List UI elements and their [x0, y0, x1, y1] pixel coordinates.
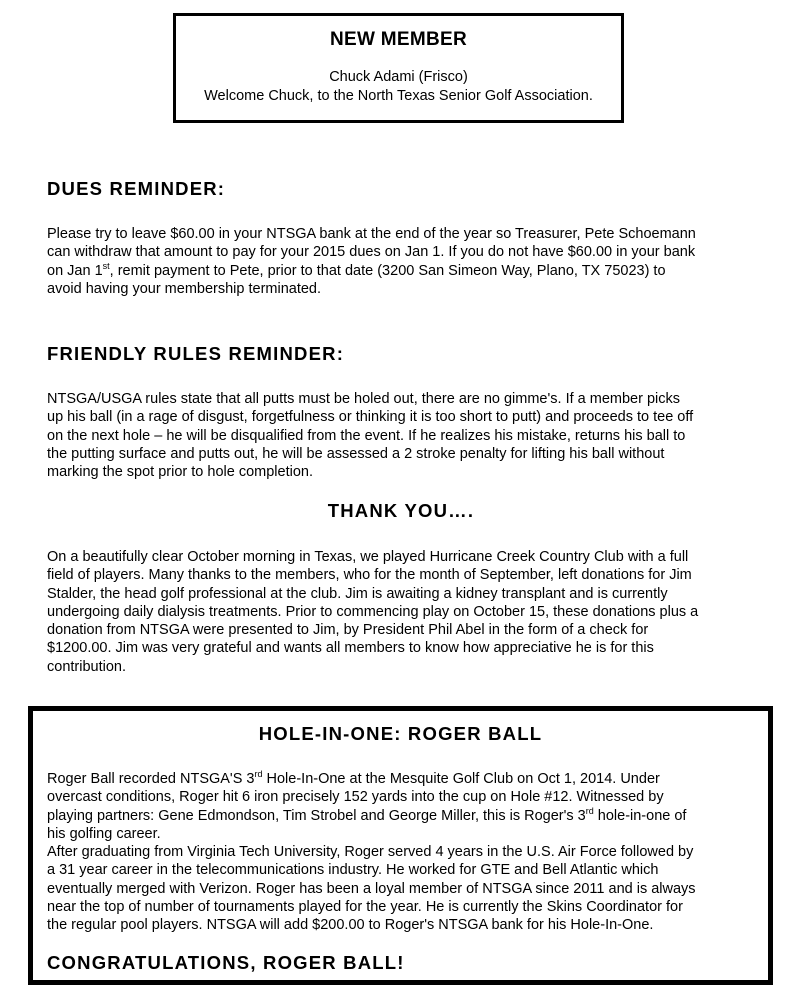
thank-you-paragraph — [47, 548, 777, 676]
thank-you-line: $1200.00. Jim was very grateful and wants all members to know how appreciative he is for this — [47, 640, 654, 657]
hole-in-one-paragraph — [47, 770, 769, 935]
hole-in-one-line-5: After graduating from Virginia Tech University, Roger served 4 years in the U.S. Air Force followed by — [47, 844, 694, 861]
rules-heading: FRIENDLY RULES REMINDER: — [47, 343, 345, 364]
rules-line: up his ball (in a rage of disgust, forgetfulness or thinking it is too short to putt) and proceeds to tee off — [47, 409, 694, 426]
hole-in-one-line-6: a 31 year career in the telecommunications industry. He worked for GTE and Bell Atlantic which — [47, 862, 659, 879]
hole-in-one-line-1: Roger Ball recorded NTSGA'S 3rd Hole-In-One at the Mesquite Golf Club on Oct 1, 2014. Under — [47, 769, 660, 787]
dues-line-4: avoid having your membership terminated. — [47, 280, 322, 297]
thank-you-line: Stalder, the head golf professional at the club. Jim is awaiting a kidney transplant and is currently — [47, 585, 668, 602]
dues-line-3: on Jan 1st, remit payment to Pete, prior to that date (3200 San Simeon Way, Plano, TX 75023) to — [47, 260, 666, 279]
hole-in-one-line-2: overcast conditions, Roger hit 6 iron precisely 152 yards into the cup on Hole #12. Witnessed by — [47, 789, 664, 806]
thank-you-line: On a beautifully clear October morning in Texas, we played Hurricane Creek Country Club with a full — [47, 549, 689, 565]
rules-line: marking the spot prior to hole completion. — [47, 464, 313, 481]
dues-paragraph — [47, 225, 777, 298]
hole-in-one-line-9: the regular pool players. NTSGA will add $200.00 to Roger's NTSGA bank for his Hole-In-One. — [47, 917, 654, 934]
hole-in-one-box — [28, 706, 773, 985]
new-member-box — [173, 13, 624, 123]
hole-in-one-line-8: near the top of number of tournaments played for the year. He is currently the Skins Coordinator for — [47, 899, 683, 916]
new-member-welcome: Welcome Chuck, to the North Texas Senior Golf Association. — [204, 88, 593, 104]
thank-you-line: donation from NTSGA were presented to Jim, by President Phil Abel in the form of a check for — [47, 622, 649, 639]
dues-line-2: can withdraw that amount to pay for your 2015 dues on Jan 1. If you do not have $60.00 in your bank — [47, 244, 696, 261]
new-member-heading: NEW MEMBER — [329, 29, 468, 50]
dues-heading: DUES REMINDER: — [47, 178, 226, 199]
thank-you-line: undergoing daily dialysis treatments. Prior to commencing play on October 15, these donations plus a — [47, 603, 699, 620]
hole-in-one-line-3: playing partners: Gene Edmondson, Tim Strobel and George Miller, this is Roger's 3rd hole-in-one of — [47, 805, 687, 824]
new-member-name: Chuck Adami (Frisco) — [329, 69, 468, 85]
hole-in-one-line-4: his golfing career. — [47, 825, 161, 842]
hole-in-one-line-7: eventually merged with Verizon. Roger has been a loyal member of NTSGA since 2011 and is always — [47, 880, 696, 897]
hole-in-one-heading: HOLE-IN-ONE: ROGER BALL — [258, 723, 543, 744]
thank-you-heading: THANK YOU…. — [327, 500, 475, 521]
thank-you-line: field of players. Many thanks to the members, who for the month of September, left donations for Jim — [47, 567, 692, 584]
dues-line-1: Please try to leave $60.00 in your NTSGA bank at the end of the year so Treasurer, Pete Schoemann — [47, 226, 696, 242]
congratulations-heading: CONGRATULATIONS, ROGER BALL! — [47, 952, 405, 973]
rules-line: NTSGA/USGA rules state that all putts must be holed out, there are no gimme's. If a member picks — [47, 391, 680, 407]
rules-line: the putting surface and putts out, he will be assessed a 2 stroke penalty for lifting his ball without — [47, 445, 665, 462]
rules-line: on the next hole – he will be disqualified from the event. If he realizes his mistake, returns his ball to — [47, 427, 686, 444]
thank-you-line: contribution. — [47, 658, 126, 675]
rules-paragraph — [47, 390, 777, 481]
